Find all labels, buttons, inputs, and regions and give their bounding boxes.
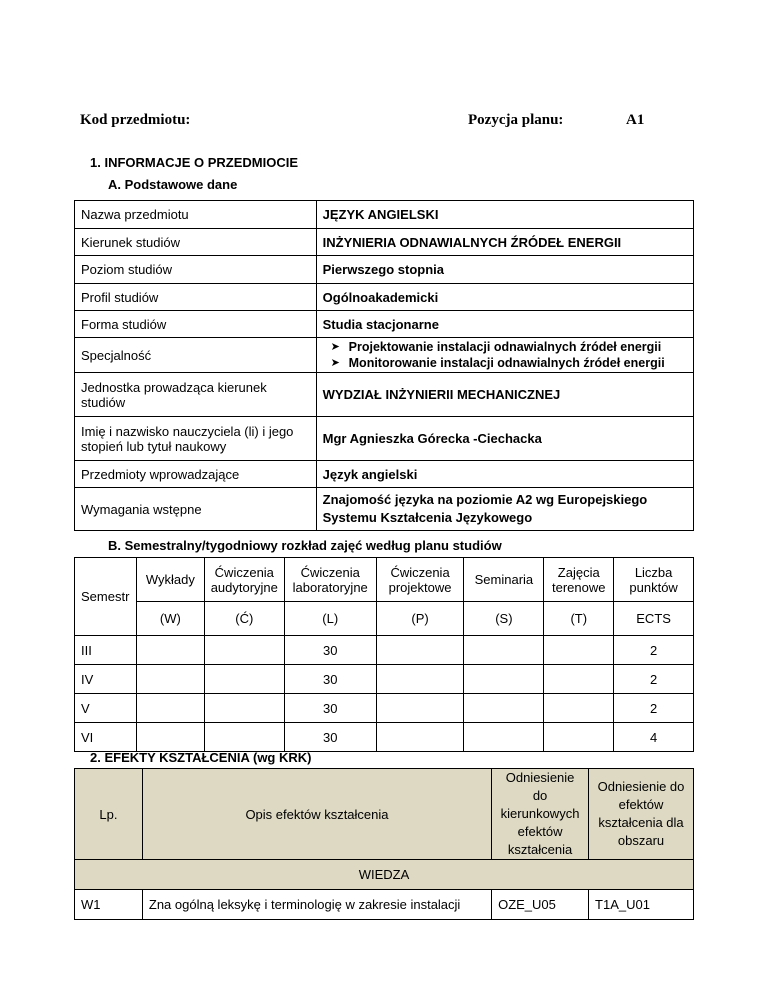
effects-table [74,768,694,920]
table-row [75,311,694,338]
row-value: Język angielski [316,461,693,488]
header-lp: Lp. [75,769,143,860]
table-row [75,284,694,311]
pozycja-planu-label: Pozycja planu: [468,112,564,128]
lp-cell: W1 [75,890,143,920]
code-c: (Ć) [204,602,284,636]
row-label: Wymagania wstępne [75,488,317,531]
row-label: Imię i nazwisko nauczyciela (li) i jego stopień lub tytuł naukowy [75,417,317,461]
ects-cell: 4 [614,723,694,752]
header-terenowe: Zajęcia terenowe [544,558,614,602]
table-row [75,890,694,920]
basic-data-table [74,200,694,531]
table-row [75,201,694,229]
code-s: (S) [464,602,544,636]
row-label: Forma studiów [75,311,317,338]
ects-cell: 2 [614,694,694,723]
row-value: WYDZIAŁ INŻYNIERII MECHANICZNEJ [316,373,693,417]
ects-cell: 2 [614,665,694,694]
code-w: (W) [136,602,204,636]
code-l: (L) [284,602,376,636]
table-row [75,417,694,461]
table-row [75,723,694,752]
schedule-table [74,557,694,752]
header-obszar: Odniesienie do efektów kształcenia dla obszaru [589,769,694,860]
table-codes-row [75,602,694,636]
row-value: Ogólnoakademicki [316,284,693,311]
semester-cell: V [75,694,137,723]
row-value: Pierwszego stopnia [316,256,693,284]
section-b-title: B. Semestralny/tygodniowy rozkład zajęć według planu studiów [108,538,502,553]
specialty-list [327,339,687,371]
group-wiedza: WIEDZA [75,860,694,890]
table-row [75,461,694,488]
section-a-title: A. Podstawowe dane [108,177,238,192]
row-label: Poziom studiów [75,256,317,284]
table-row [75,665,694,694]
opis-cell: Zna ogólną leksykę i terminologię w zakresie instalacji [142,890,491,920]
lab-hours: 30 [284,694,376,723]
header-projektowe: Ćwiczenia projektowe [376,558,464,602]
header-seminaria: Seminaria [464,558,544,602]
pozycja-planu-value: A1 [626,112,645,128]
semester-cell: IV [75,665,137,694]
table-row [75,694,694,723]
table-row [75,488,694,531]
table-row [75,338,694,373]
arrow-bullet-icon: ➤ [330,341,340,353]
lab-hours: 30 [284,665,376,694]
lab-hours: 30 [284,723,376,752]
header-punkty: Liczba punktów [614,558,694,602]
row-label: Specjalność [75,338,317,373]
header-kierunkowe: Odniesienie do kierunkowych efektów kształcenia [492,769,589,860]
row-value: JĘZYK ANGIELSKI [316,201,693,229]
table-header-row [75,769,694,860]
row-label: Kierunek studiów [75,229,317,256]
lab-hours: 30 [284,636,376,665]
row-value: Studia stacjonarne [316,311,693,338]
semester-cell: VI [75,723,137,752]
specialty-item: ➤ Monitorowanie instalacji odnawialnych źródeł energii [330,356,665,370]
section-1-title: 1. INFORMACJE O PRZEDMIOCIE [90,155,299,170]
row-label: Profil studiów [75,284,317,311]
table-row [75,373,694,417]
header-wyklady: Wykłady [136,558,204,602]
row-label: Nazwa przedmiotu [75,201,317,229]
specialty-list-cell [316,338,693,373]
row-value: Mgr Agnieszka Górecka -Ciechacka [316,417,693,461]
table-header-row [75,558,694,602]
row-value: Znajomość języka na poziomie A2 wg Europejskiego Systemu Kształcenia Językowego [316,488,693,531]
arrow-bullet-icon: ➤ [330,357,340,369]
row-label: Jednostka prowadząca kierunek studiów [75,373,317,417]
specialty-item: ➤ Projektowanie instalacji odnawialnych źródeł energii [330,340,662,354]
header-semestr: Semestr [75,558,137,636]
code-t: (T) [544,602,614,636]
code-ects: ECTS [614,602,694,636]
table-row [75,256,694,284]
header-audytoryjne: Ćwiczenia audytoryjne [204,558,284,602]
header-laboratoryjne: Ćwiczenia laboratoryjne [284,558,376,602]
obszar-cell: T1A_U01 [589,890,694,920]
table-row [75,229,694,256]
group-row [75,860,694,890]
row-label: Przedmioty wprowadzające [75,461,317,488]
header-opis: Opis efektów kształcenia [142,769,491,860]
table-row [75,636,694,665]
ects-cell: 2 [614,636,694,665]
kod-przedmiotu-label: Kod przedmiotu: [80,112,191,128]
row-value: INŻYNIERIA ODNAWIALNYCH ŹRÓDEŁ ENERGII [316,229,693,256]
section-2-title: 2. EFEKTY KSZTAŁCENIA (wg KRK) [90,750,312,765]
kierunkowe-cell: OZE_U05 [492,890,589,920]
semester-cell: III [75,636,137,665]
code-p: (P) [376,602,464,636]
